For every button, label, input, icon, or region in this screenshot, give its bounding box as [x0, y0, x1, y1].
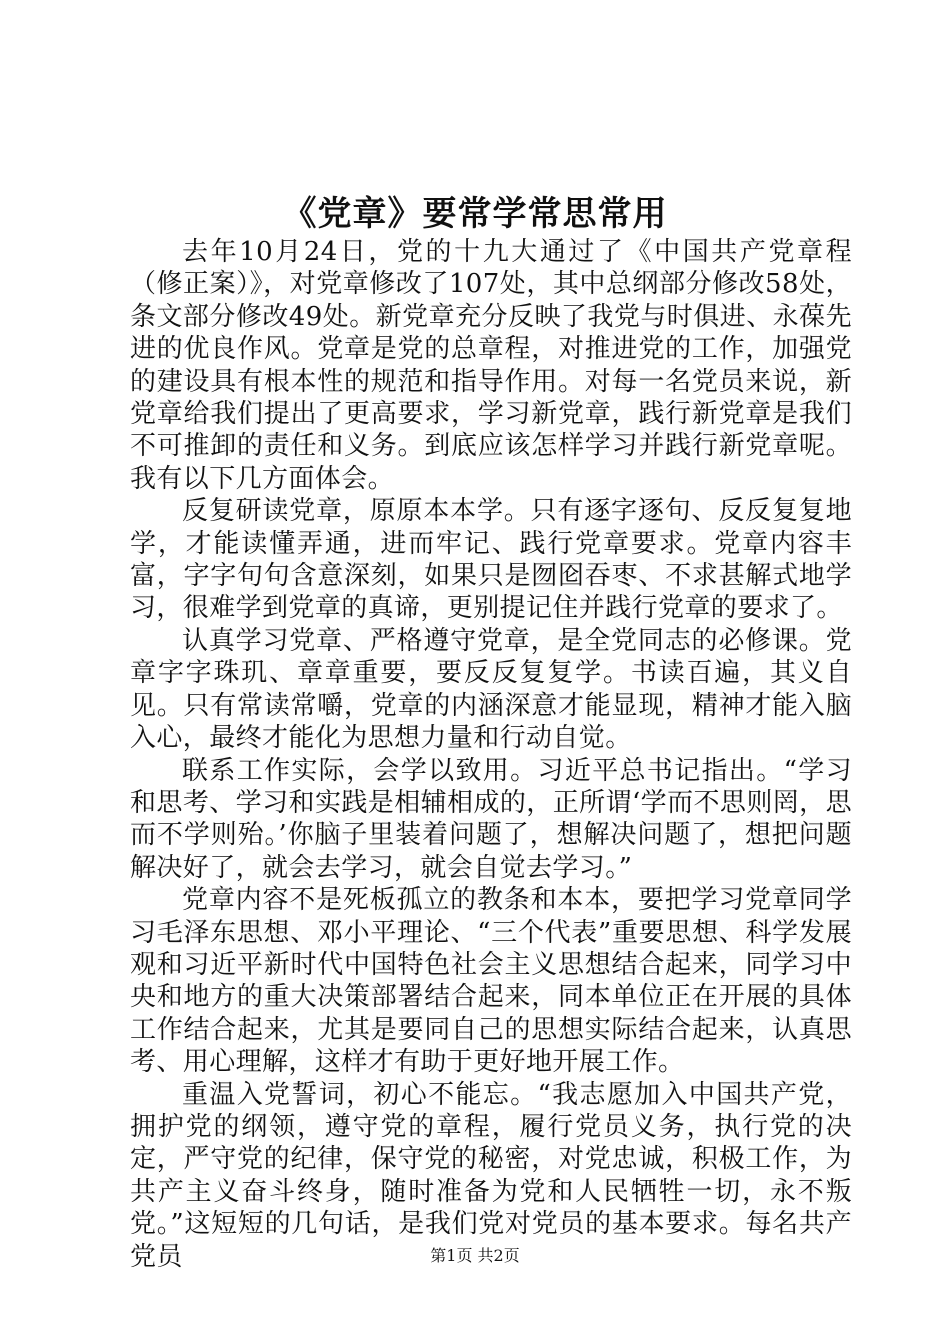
paragraph: 认真学习党章、严格遵守党章，是全党同志的必修课。党章字字珠玑、章章重要，要反反复复学。书读百遍，其义自见。只有常读常嚼，党章的内涵深意才能显现，精神才能入脑入心，最终才能化为思想力量和行动自觉。	[130, 625, 852, 754]
document-body	[130, 236, 852, 1273]
page-footer: 第1页 共2页	[430, 1246, 520, 1265]
paragraph: 反复研读党章，原原本本学。只有逐字逐句、反反复复地学，才能读懂弄通，进而牢记、践行党章要求。党章内容丰富，字字句句含意深刻，如果只是囫囵吞枣、不求甚解式地学习，很难学到党章的真谛，更别提记住并践行党章的要求了。	[130, 496, 852, 624]
page-title: 《党章》要常学常思常用	[282, 194, 668, 234]
paragraph: 去年10月24日，党的十九大通过了《中国共产党章程（修正案）》，对党章修改了107处，其中总纲部分修改58处，条文部分修改49处。新党章充分反映了我党与时俱进、永葆先进的优良作风。党章是党的总章程，对推进党的工作，加强党的建设具有根本性的规范和指导作用。对每一名党员来说，新党章给我们提出了更高要求，学习新党章，践行新党章是我们不可推卸的责任和义务。到底应该怎样学习并践行新党章呢。我有以下几方面体会。	[130, 237, 852, 494]
paragraph: 重温入党誓词，初心不能忘。“我志愿加入中国共产党，拥护党的纲领，遵守党的章程，履行党员义务，执行党的决定，严守党的纪律，保守党的秘密，对党忠诚，积极工作，为共产主义奋斗终身，随时准备为党和人民牺牲一切，永不叛党。”这短短的几句话，是我们党对党员的基本要求。每名共产党员	[130, 1079, 852, 1272]
paragraph: 党章内容不是死板孤立的教条和本本，要把学习党章同学习毛泽东思想、邓小平理论、“三个代表”重要思想、科学发展观和习近平新时代中国特色社会主义思想结合起来，同学习中央和地方的重大决策部署结合起来，同本单位正在开展的具体工作结合起来，尤其是要同自己的思想实际结合起来，认真思考、用心理解，这样才有助于更好地开展工作。	[130, 885, 852, 1078]
paragraph: 联系工作实际，会学以致用。习近平总书记指出。“学习和思考、学习和实践是相辅相成的，正所谓‘学而不思则罔，思而不学则殆。’你脑子里装着问题了，想解决问题了，想把问题解决好了，就会去学习，就会自觉去学习。”	[130, 755, 852, 883]
